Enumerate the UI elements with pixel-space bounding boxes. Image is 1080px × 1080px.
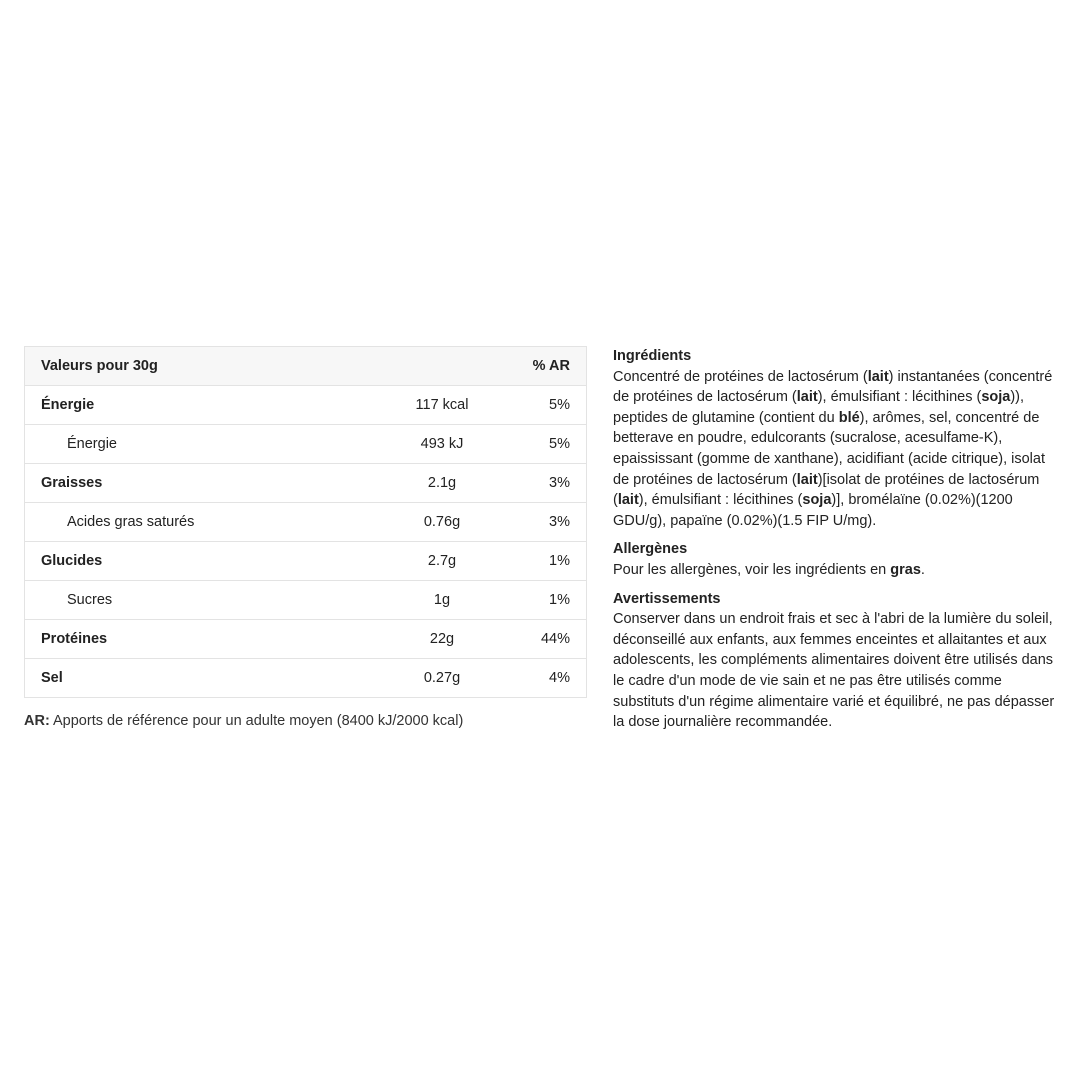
nutrient-name: Acides gras saturés	[25, 503, 358, 542]
nutrient-ar-percent: 1%	[527, 581, 587, 620]
nutrient-ar-percent: 3%	[527, 503, 587, 542]
nutrient-value: 117 kcal	[357, 386, 527, 425]
nutrient-ar-percent: 3%	[527, 464, 587, 503]
nutrient-value: 493 kJ	[357, 425, 527, 464]
text-run: ), émulsifiant : lécithines (	[817, 389, 982, 406]
table-header-row	[25, 347, 587, 386]
header-ar-percent: % AR	[527, 347, 587, 386]
nutrient-value: 22g	[357, 620, 527, 659]
table-row	[25, 581, 587, 620]
ingredients-title: Ingrédients	[613, 348, 692, 364]
bold-text: lait	[796, 389, 818, 406]
allergens-title: Allergènes	[613, 541, 688, 558]
text-run: Concentré de protéines de lactosérum (	[613, 368, 868, 385]
table-row	[25, 503, 587, 542]
ar-footnote	[24, 713, 587, 729]
nutrition-panel	[24, 346, 587, 729]
bold-text: lait	[796, 471, 818, 488]
nutrient-ar-percent: 5%	[527, 425, 587, 464]
allergens-text	[613, 560, 1063, 581]
nutrient-ar-percent: 5%	[527, 386, 587, 425]
product-info	[613, 346, 1063, 741]
text-run: )], bromélaïne (0.02%)(1200 GDU/g), papaïne (0.02%)(1.5 FIP U/mg).	[613, 492, 1013, 529]
allergens-section	[613, 539, 1063, 580]
ingredients-text	[613, 367, 1063, 532]
text-run: )[isolat de protéines de lactosérum (	[613, 471, 1040, 509]
table-row	[25, 386, 587, 425]
bold-text: soja	[981, 389, 1011, 406]
nutrient-value: 1g	[357, 581, 527, 620]
table-row	[25, 659, 587, 698]
text-run: .	[920, 561, 925, 578]
nutrient-value: 0.27g	[357, 659, 527, 698]
bold-text: lait	[617, 492, 639, 509]
text-run: ), arômes, sel, concentré de betterave en poudre, edulcorants (sucralose, acesulfame-K), epaississant (gomme de xanthane), acidifiant (acide citrique), isolat de protéines de lactosérum (	[613, 409, 1045, 488]
table-row	[25, 620, 587, 659]
bold-text: blé	[838, 409, 860, 426]
table-row	[25, 542, 587, 581]
text-run: Pour les allergènes, voir les ingrédients en	[613, 561, 891, 578]
nutrient-name: Protéines	[25, 620, 358, 659]
table-row	[25, 425, 587, 464]
warnings-section	[613, 589, 1063, 733]
nutrient-ar-percent: 4%	[527, 659, 587, 698]
nutrition-table-body	[25, 386, 587, 698]
nutrition-table	[24, 346, 587, 698]
text-run: ) instantanées (concentré de protéines de lactosérum (	[613, 368, 1053, 406]
nutrient-name: Sucres	[25, 581, 358, 620]
footnote-label: AR:	[24, 713, 50, 729]
nutrient-name: Graisses	[25, 464, 358, 503]
nutrient-value: 0.76g	[357, 503, 527, 542]
bold-text: soja	[802, 492, 832, 509]
ingredients-section	[613, 346, 1063, 531]
warnings-title: Avertissements	[613, 590, 721, 607]
nutrient-value: 2.1g	[357, 464, 527, 503]
nutrient-name: Sel	[25, 659, 358, 698]
nutrient-name: Énergie	[25, 425, 358, 464]
text-run: )), peptides de glutamine (contient du	[613, 389, 1025, 426]
header-value	[357, 347, 527, 386]
footnote-text: Apports de référence pour un adulte moyen (8400 kJ/2000 kcal)	[49, 713, 464, 729]
warnings-text	[613, 609, 1063, 733]
header-values-per: Valeurs pour 30g	[25, 347, 358, 386]
nutrient-ar-percent: 1%	[527, 542, 587, 581]
nutrient-name: Énergie	[25, 386, 358, 425]
bold-text: lait	[867, 368, 889, 385]
nutrient-value: 2.7g	[357, 542, 527, 581]
text-run: ), émulsifiant : lécithines (	[638, 492, 803, 509]
table-row	[25, 464, 587, 503]
nutrient-name: Glucides	[25, 542, 358, 581]
bold-text: gras	[890, 561, 921, 578]
text-run: Conserver dans un endroit frais et sec à l'abri de la lumière du soleil, déconseillé aux enfants, aux femmes enceintes et allaitantes et aux adolescents, les compléments alimentaires doivent être utilisés dans le cadre d'un mode de vie sain et ne pas être utilisés comme substituts d'un régime alimentaire varié et équilibré, ne pas dépasser la dose journalière recommandée.	[613, 611, 1055, 731]
nutrient-ar-percent: 44%	[527, 620, 587, 659]
